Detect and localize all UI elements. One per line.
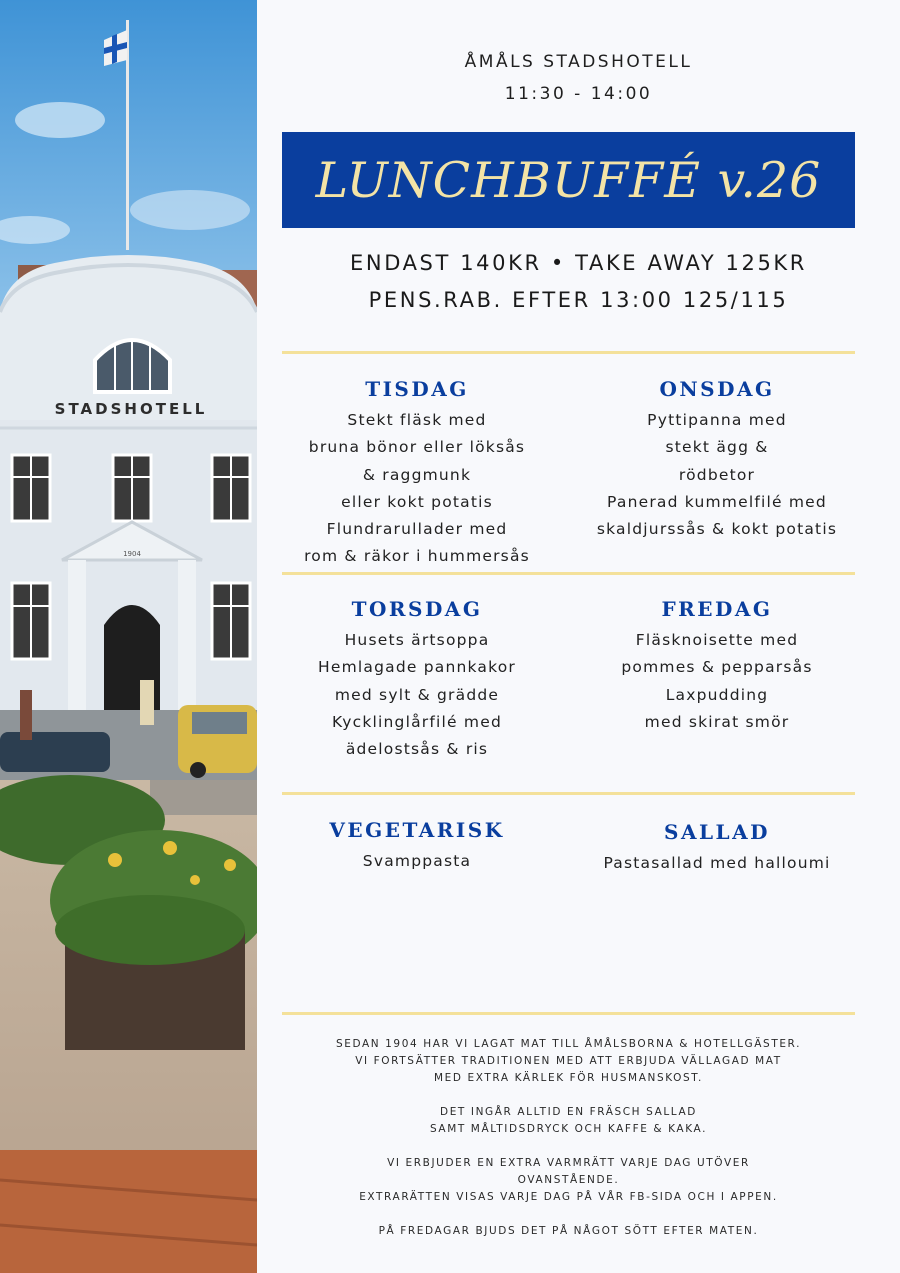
day-name: TISDAG xyxy=(365,377,469,401)
footer-line: PÅ FREDAGAR BJUDS DET PÅ NÅGOT SÖTT EFTER MATEN. xyxy=(378,1225,759,1237)
dish: Husets ärtsoppa xyxy=(344,631,490,649)
footer-line: SEDAN 1904 HAR VI LAGAT MAT TILL ÅMÅLSBORNA & HOTELLGÄSTER. xyxy=(335,1038,802,1050)
dish: bruna bönor eller löksås xyxy=(308,438,526,457)
dish: rom & räkor i hummersås xyxy=(304,547,530,566)
footer-line: VI ERBJUDER EN EXTRA VARMRÄTT VARJE DAG UTÖVER xyxy=(387,1157,750,1169)
building-sign: STADSHOTELL xyxy=(54,400,208,418)
dish: eller kokt potatis xyxy=(341,492,493,511)
page-title: LUNCHBUFFÉ v.26 xyxy=(315,151,822,209)
dish: & raggmunk xyxy=(362,465,472,484)
dish: med sylt & grädde xyxy=(334,685,500,704)
dish: Svamppasta xyxy=(362,852,472,870)
dish: rödbetor xyxy=(678,465,756,484)
title-banner xyxy=(282,132,855,228)
day-torsdag xyxy=(272,597,562,763)
footer-paragraph xyxy=(277,1155,860,1206)
footer-line: OVANSTÅENDE. xyxy=(517,1174,620,1186)
dish: Hemlagade pannkakor xyxy=(318,658,516,677)
footer-line: MED EXTRA KÄRLEK FÖR HUSMANSKOST. xyxy=(434,1072,703,1084)
dish: Flundrarullader med xyxy=(326,520,508,539)
day-onsdag xyxy=(572,377,862,543)
day-name: SALLAD xyxy=(664,820,770,844)
facade-year: 1904 xyxy=(123,550,141,558)
hotel-name: ÅMÅLS STADSHOTELL xyxy=(464,52,693,72)
dish: stekt ägg & xyxy=(665,438,769,457)
divider xyxy=(282,572,855,575)
divider xyxy=(282,351,855,354)
day-name: VEGETARISK xyxy=(329,818,505,842)
dish: Pastasallad med halloumi xyxy=(603,854,831,872)
dish: skaldjurssås & kokt potatis xyxy=(596,520,838,539)
day-vegetarisk xyxy=(272,818,562,875)
dish: med skirat smör xyxy=(644,712,790,731)
dish: Laxpudding xyxy=(665,685,769,704)
dish: Stekt fläsk med xyxy=(347,411,487,429)
opening-hours: 11:30 - 14:00 xyxy=(504,84,653,104)
price-line-2: PENS.RAB. EFTER 13:00 125/115 xyxy=(368,288,789,312)
day-name: TORSDAG xyxy=(351,597,483,621)
dish: Kycklinglårfilé med xyxy=(332,712,502,731)
day-tisdag xyxy=(272,377,562,571)
dish: Fläsknoisette med xyxy=(635,631,799,649)
dish: ädelostsås & ris xyxy=(345,740,489,759)
hotel-photo xyxy=(0,0,257,1273)
footer-line: VI FORTSÄTTER TRADITIONEN MED ATT ERBJUDA VÄLLAGAD MAT xyxy=(355,1055,782,1067)
footer-paragraph xyxy=(277,1104,860,1138)
dish: Pyttipanna med xyxy=(647,411,787,429)
day-sallad xyxy=(572,820,862,877)
price-line-1: ENDAST 140KR • TAKE AWAY 125KR xyxy=(350,251,807,275)
day-fredag xyxy=(572,597,862,736)
dish: Panerad kummelfilé med xyxy=(607,492,827,511)
divider xyxy=(282,1012,855,1015)
footer-info xyxy=(277,1036,860,1257)
divider xyxy=(282,792,855,795)
hotel-photo-illustration xyxy=(0,0,257,1273)
footer-paragraph xyxy=(277,1036,860,1087)
footer-line: EXTRARÄTTEN VISAS VARJE DAG PÅ VÅR FB-SIDA OCH I APPEN. xyxy=(359,1191,778,1203)
footer-line: SAMT MÅLTIDSDRYCK OCH KAFFE & KAKA. xyxy=(429,1123,708,1135)
footer-line: DET INGÅR ALLTID EN FRÄSCH SALLAD xyxy=(440,1106,697,1118)
day-name: ONSDAG xyxy=(659,377,775,401)
footer-paragraph xyxy=(277,1223,860,1240)
day-name: FREDAG xyxy=(661,597,773,621)
menu-panel xyxy=(257,0,900,1273)
dish: pommes & pepparsås xyxy=(621,658,813,677)
